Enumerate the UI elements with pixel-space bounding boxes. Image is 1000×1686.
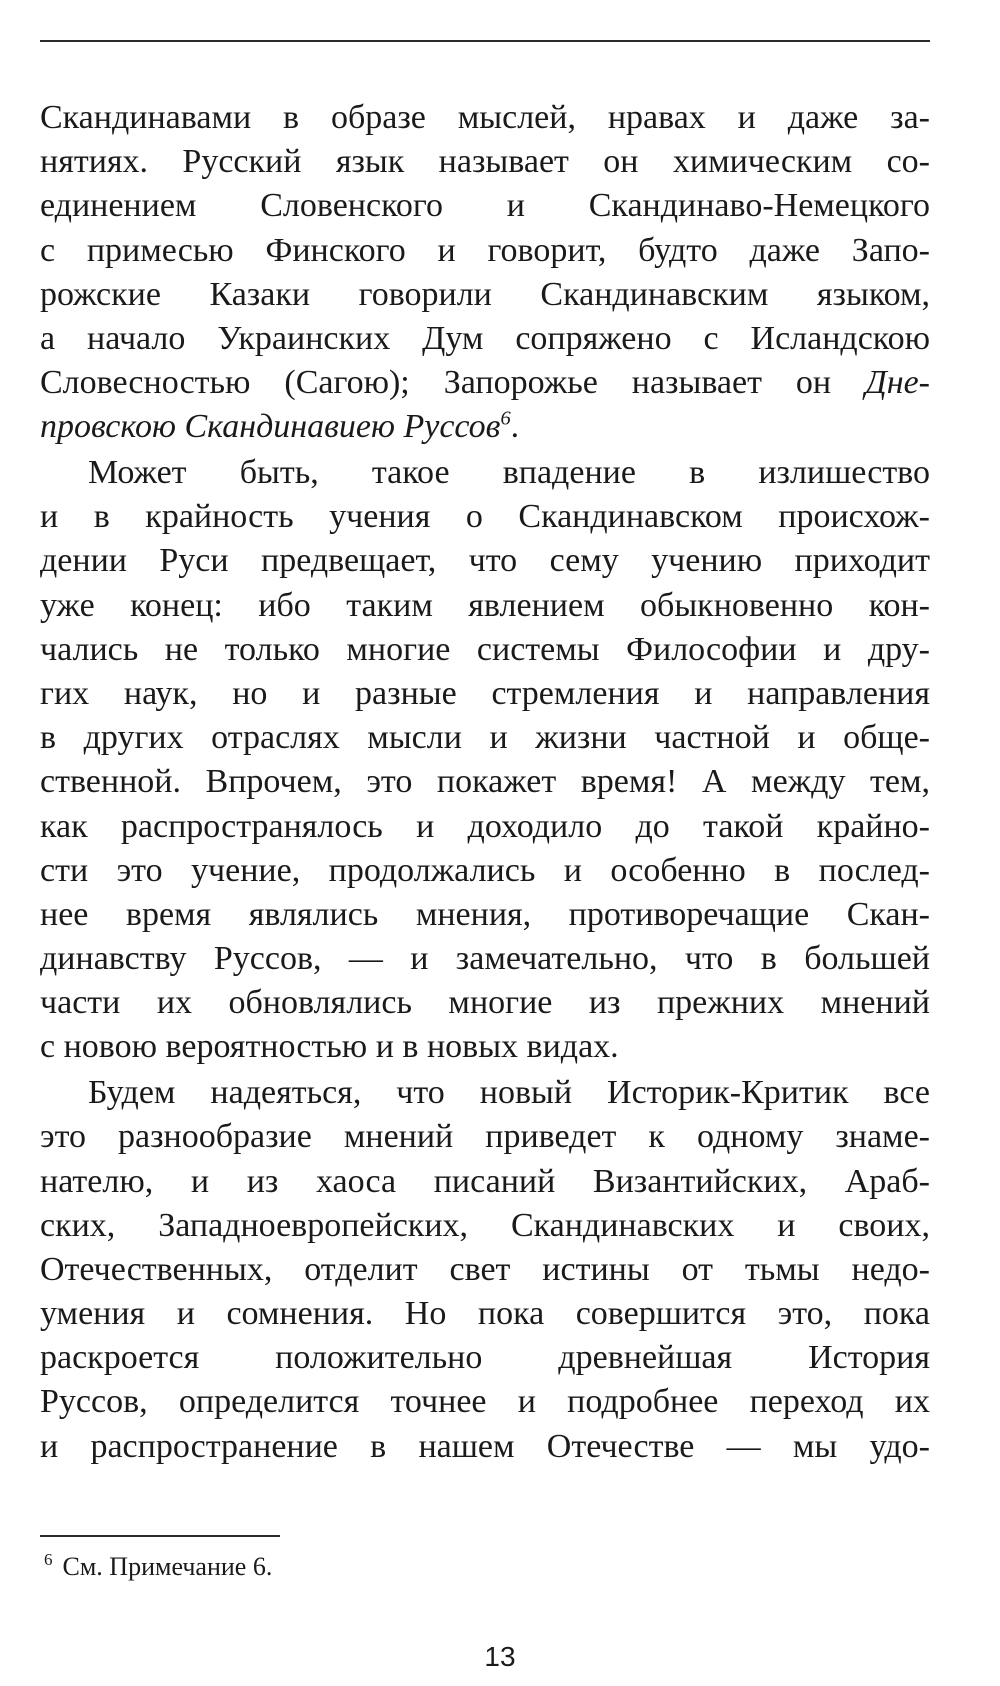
text-line: части их обновлялись многие из прежних мнений	[40, 984, 930, 1022]
text-line: умения и сомнения. Но пока совершится это, пока	[40, 1295, 930, 1333]
text-line: нателю, и из хаоса писаний Византийских, Араб-	[40, 1162, 930, 1200]
text-line: Может быть, такое впадение в излишество	[88, 454, 930, 491]
paragraph-2	[40, 451, 930, 1070]
footnote-rule	[40, 1535, 280, 1537]
paragraph-3	[40, 1071, 930, 1469]
body-text	[40, 96, 930, 1469]
text-line: как распространялось и доходило до такой крайно-	[40, 807, 930, 845]
page-number: 13	[484, 1641, 516, 1672]
text-line: и распространение в нашем Отечестве — мы удо-	[40, 1427, 930, 1465]
footnote-text: См. Примечание 6.	[62, 1552, 273, 1581]
text-line: нее время являлись мнения, противоречащие Скан-	[40, 895, 930, 933]
text-line: динавству Руссов, — и замечательно, что в большей	[40, 940, 930, 978]
footnote-reference[interactable]: 6	[500, 407, 511, 430]
text-line: уже конец: ибо таким явлением обыкновенно кон-	[40, 586, 930, 624]
text-line: чались не только многие системы Философии и дру-	[40, 630, 930, 668]
text-line: и в крайность учения о Скандинавском происхож-	[40, 498, 930, 536]
text-line: Будем надеяться, что новый Историк-Критик все	[88, 1074, 930, 1112]
text-line: с примесью Финского и говорит, будто даже Запо-	[40, 231, 930, 269]
text-line: Отечественных, отделит свет истины от тьмы недо-	[40, 1250, 930, 1288]
italic-text-run: провскою Скандинавиею Руссов	[40, 408, 501, 446]
text-run: .	[510, 408, 520, 446]
text-run: Словесностью (Сагою); Запорожье называет он	[40, 364, 832, 402]
text-line	[40, 405, 930, 449]
text-line: с новою вероятностью и в новых видах.	[40, 1028, 619, 1066]
text-line: Скандинавами в образе мыслей, нравах и даже за-	[40, 99, 930, 136]
paragraph-1	[40, 96, 930, 450]
footnote-mark: 6	[44, 1550, 53, 1570]
text-line: Руссов, определится точнее и подробнее переход их	[40, 1383, 930, 1421]
text-line: рожские Казаки говорили Скандинавским языком,	[40, 275, 930, 313]
header-rule	[40, 40, 930, 42]
text-line: а начало Украинских Дум сопряжено с Исландскою	[40, 319, 930, 357]
italic-text-run: Дне-	[865, 364, 931, 402]
text-line: ственной. Впрочем, это покажет время! А между тем,	[40, 763, 930, 801]
text-line: единением Словенского и Скандинаво-Немецкого	[40, 187, 930, 225]
text-line: в других отраслях мысли и жизни частной и обще-	[40, 719, 930, 757]
text-line	[40, 361, 930, 405]
text-line: дении Руси предвещает, что сему учению приходит	[40, 542, 930, 580]
text-line: гих наук, но и разные стремления и направления	[40, 674, 930, 712]
text-line: сти это учение, продолжались и особенно в послед-	[40, 851, 930, 889]
text-line: нятиях. Русский язык называет он химическим со-	[40, 143, 930, 181]
footnote	[44, 1550, 272, 1584]
text-line: это разнообразие мнений приведет к одному знаме-	[40, 1118, 930, 1156]
text-line: ских, Западноевропейских, Скандинавских и своих,	[40, 1206, 930, 1244]
text-line: раскроется положительно древнейшая История	[40, 1339, 930, 1377]
